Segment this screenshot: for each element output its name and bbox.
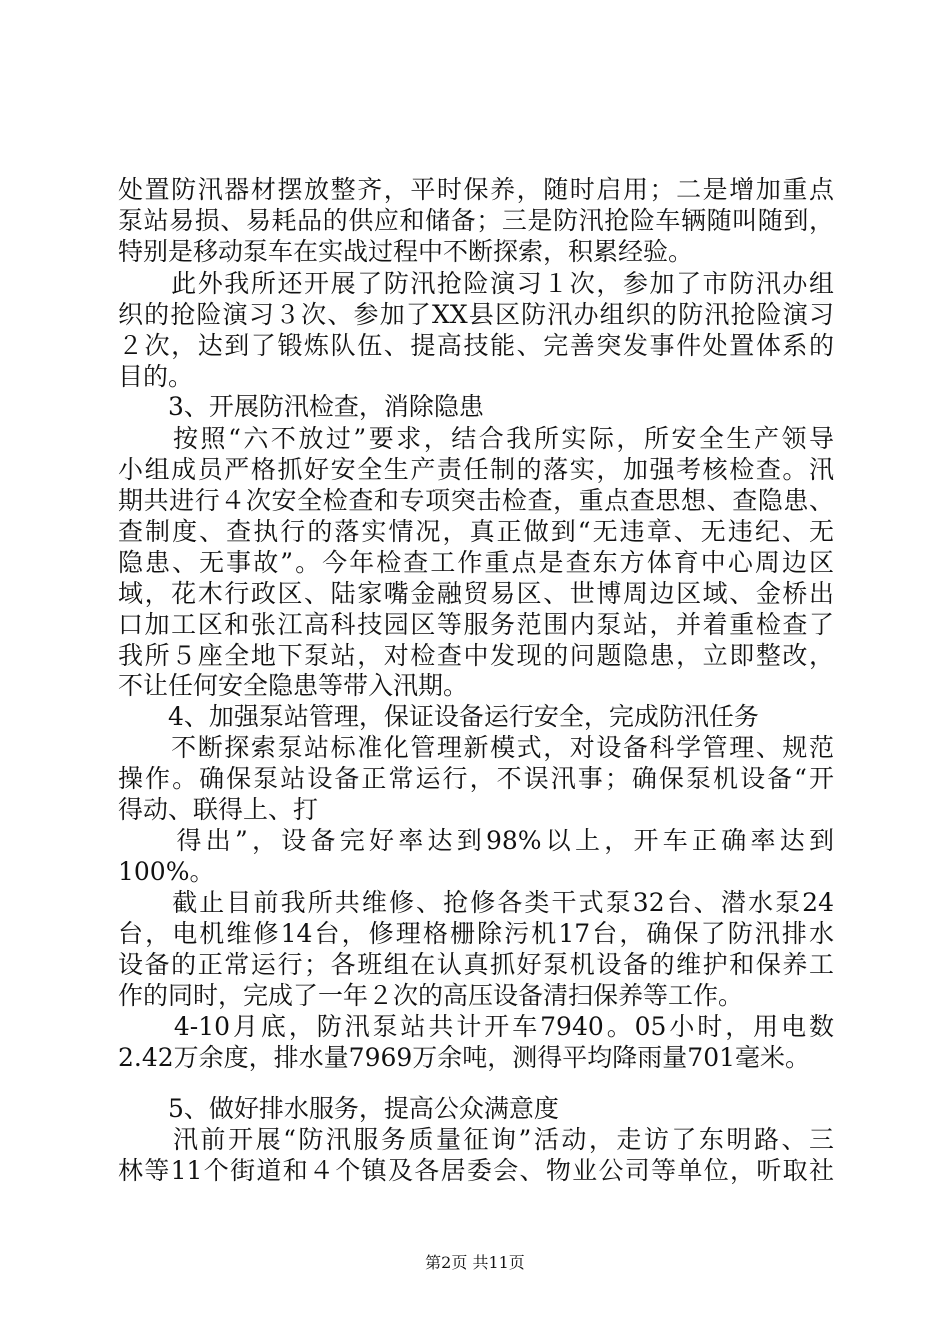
- text-line: 域，花木行政区、陆家嘴金融贸易区、世博周边区域、金桥出: [118, 579, 834, 608]
- text-line: 截止目前我所共维修、抢修各类干式泵32台、潜水泵24: [118, 888, 834, 917]
- section-heading: 3、开展防汛检查，消除隐患: [118, 392, 484, 421]
- text-line: 台，电机维修14台，修理格栅除污机17台，确保了防汛排水: [118, 919, 834, 948]
- text-line: 隐患、无事故”。今年检查工作重点是查东方体育中心周边区: [118, 548, 834, 577]
- text-line: 100%。: [118, 857, 215, 886]
- text-line: 织的抢险演习３次、参加了XX县区防汛办组织的防汛抢险演习: [118, 300, 834, 329]
- text-line: 泵站易损、易耗品的供应和储备；三是防汛抢险车辆随叫随到，: [118, 206, 834, 235]
- text-line: 林等11个街道和４个镇及各居委会、物业公司等单位，听取社: [118, 1156, 834, 1185]
- text-line: 操作。确保泵站设备正常运行，不误汛事；确保泵机设备“开: [118, 764, 834, 793]
- section-heading: 4、加强泵站管理，保证设备运行安全，完成防汛任务: [118, 702, 759, 731]
- text-line: 作的同时，完成了一年２次的高压设备清扫保养等工作。: [118, 981, 744, 1010]
- text-line: 得动、联得上、打: [118, 795, 319, 824]
- text-line: 特别是移动泵车在实战过程中不断探索，积累经验。: [118, 237, 694, 266]
- text-line: 期共进行４次安全检查和专项突击检查，重点查思想、查隐患、: [118, 486, 834, 515]
- text-line: 此外我所还开展了防汛抢险演习１次，参加了市防汛办组: [118, 269, 834, 298]
- text-line: 小组成员严格抓好安全生产责任制的落实，加强考核检查。汛: [118, 455, 834, 484]
- text-line: 得出”，设备完好率达到98%以上，开车正确率达到: [118, 826, 834, 855]
- text-line: 汛前开展“防汛服务质量征询”活动，走访了东明路、三: [118, 1125, 834, 1154]
- text-line: 4-10月底，防汛泵站共计开车7940。05小时，用电数: [118, 1012, 834, 1041]
- page-number-footer: 第2页 共11页: [425, 1253, 525, 1272]
- text-line: 按照“六不放过”要求，结合我所实际，所安全生产领导: [118, 424, 834, 453]
- text-line: 不让任何安全隐患等带入汛期。: [118, 671, 469, 700]
- text-line: 查制度、查执行的落实情况，真正做到“无违章、无违纪、无: [118, 517, 834, 546]
- text-line: 设备的正常运行；各班组在认真抓好泵机设备的维护和保养工: [118, 950, 834, 979]
- text-line: 处置防汛器材摆放整齐，平时保养，随时启用；二是增加重点: [118, 175, 834, 204]
- text-line: 我所５座全地下泵站，对检查中发现的问题隐患，立即整改，: [118, 641, 834, 670]
- text-line: 2.42万余度，排水量7969万余吨，测得平均降雨量701毫米。: [118, 1043, 811, 1072]
- text-line: 目的。: [118, 362, 194, 391]
- section-heading: 5、做好排水服务，提高公众满意度: [118, 1094, 559, 1123]
- text-line: ２次，达到了锻炼队伍、提高技能、完善突发事件处置体系的: [118, 331, 834, 360]
- text-line: 口加工区和张江高科技园区等服务范围内泵站，并着重检查了: [118, 610, 834, 639]
- text-line: 不断探索泵站标准化管理新模式，对设备科学管理、规范: [118, 733, 834, 762]
